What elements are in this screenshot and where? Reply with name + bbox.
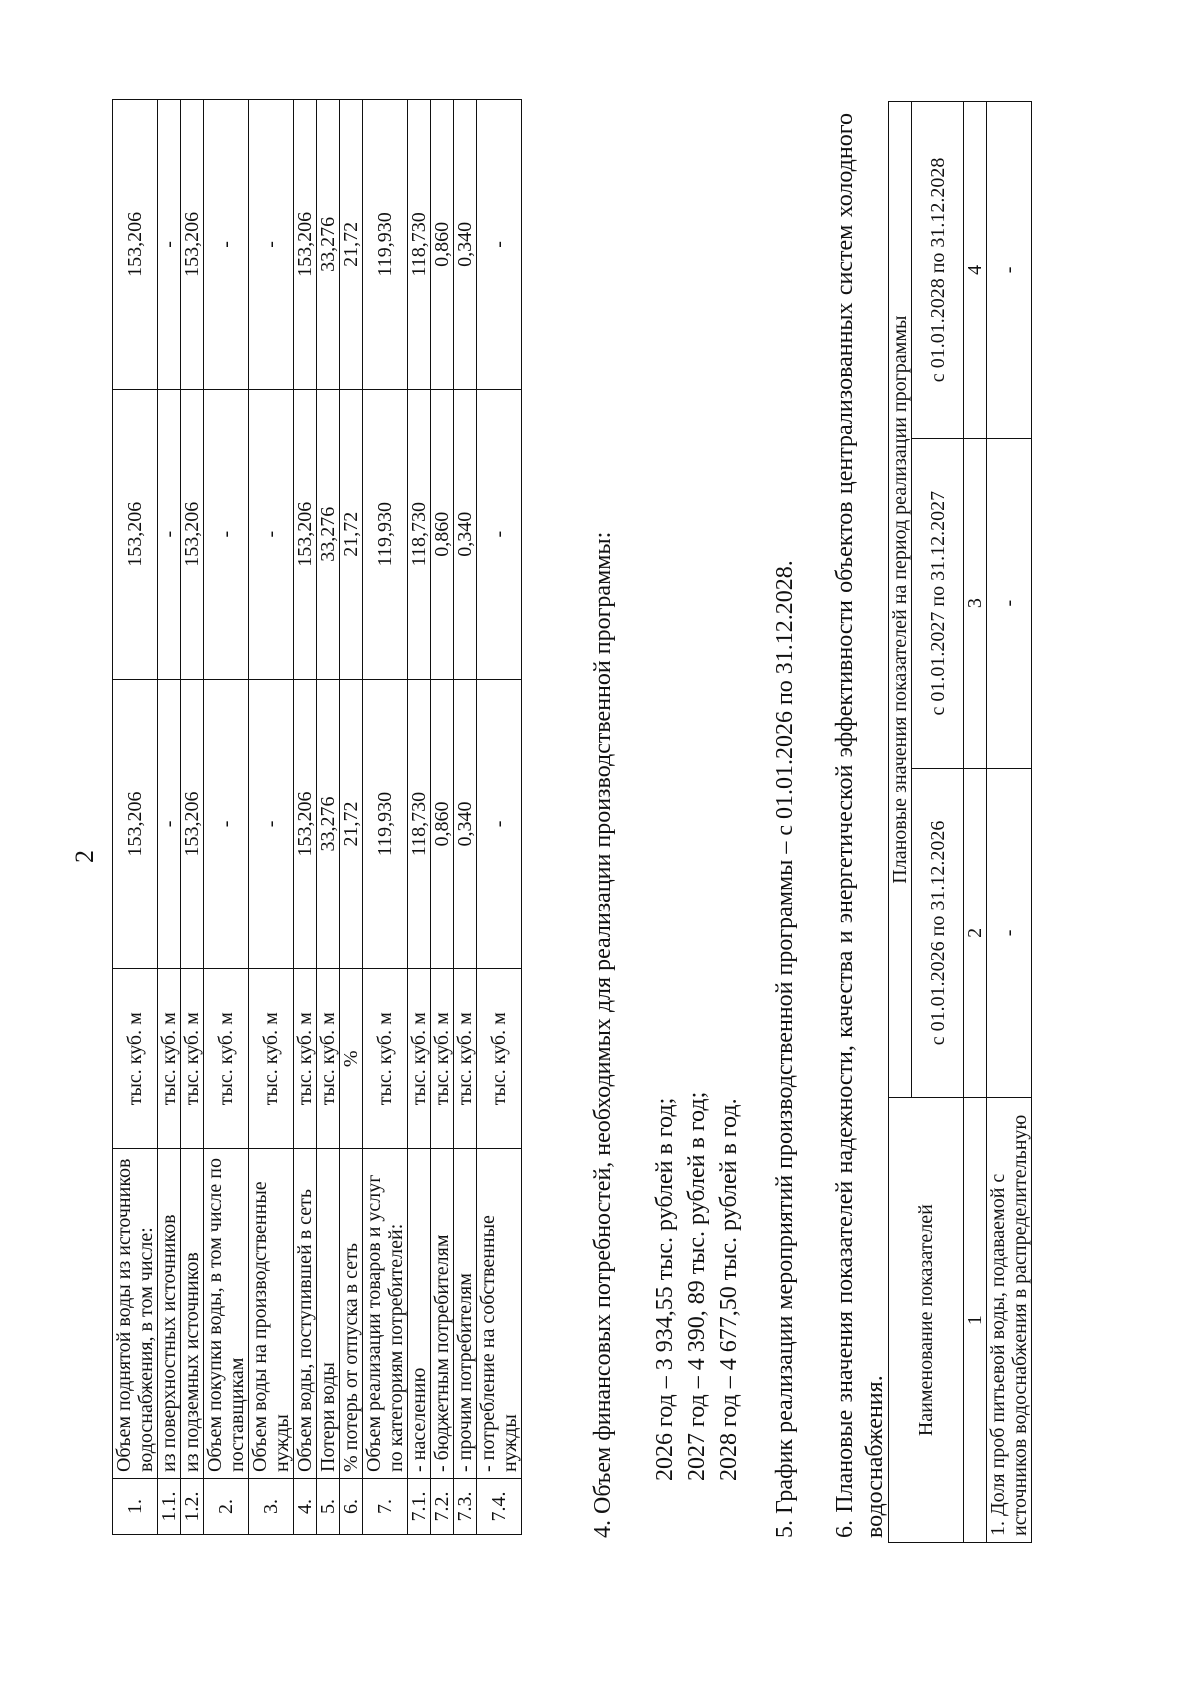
row-value-2027: 118,730 [408,389,431,679]
row-number: 4. [294,1479,317,1535]
table-row [249,100,294,1535]
table-row [454,100,477,1535]
row-unit: тыс. куб. м [363,969,408,1149]
row-value-2028: 33,276 [317,100,340,390]
plan-row [987,102,1032,1543]
row-name: - населению [408,1149,431,1479]
row-number: 6. [340,1479,363,1535]
table-row [294,100,317,1535]
table-row [363,100,408,1535]
table-row [477,100,522,1535]
plan-row-value-2028: - [987,102,1032,439]
row-unit: тыс. куб. м [454,969,477,1149]
colnum-2: 2 [964,768,987,1098]
water-balance-table-body [113,100,522,1535]
row-name: - прочим потребителям [454,1149,477,1479]
financing-2027: 2027 год – 4 390, 89 тыс. рублей в год; [684,1091,710,1481]
plan-row-value-2026: - [987,768,1032,1098]
row-unit: % [340,969,363,1149]
colnum-3: 3 [964,438,987,768]
row-value-2027: 0,340 [454,389,477,679]
table-row [317,100,340,1535]
row-value-2026: 119,930 [363,679,408,969]
row-number: 2. [204,1479,249,1535]
row-value-2027: 153,206 [294,389,317,679]
row-value-2028: 153,206 [294,100,317,390]
row-unit: тыс. куб. м [113,969,158,1149]
row-value-2026: 153,206 [294,679,317,969]
row-value-2026: 153,206 [113,679,158,969]
row-value-2028: 21,72 [340,100,363,390]
plan-header-row-1 [889,102,912,1543]
water-balance-table [112,99,522,1535]
row-name: Объем реализации товаров и услуг по категориям потребителей: [363,1149,408,1479]
section-5-text: 5. График реализации мероприятий производственной программы – с 01.01.2026 по 31.12.2028. [772,560,798,1538]
row-unit: тыс. куб. м [158,969,181,1149]
header-period-2028: с 01.01.2028 по 31.12.2028 [912,102,964,439]
row-unit: тыс. куб. м [477,969,522,1149]
row-value-2028: 119,930 [363,100,408,390]
row-value-2028: 0,340 [454,100,477,390]
header-indicator-name: Наименование показателей [889,1098,964,1543]
row-unit: тыс. куб. м [317,969,340,1149]
row-unit: тыс. куб. м [181,969,204,1149]
financing-2028: 2028 год – 4 677,50 тыс. рублей в год. [716,1098,742,1481]
row-name: Объем покупки воды, в том числе по поставщикам [204,1149,249,1479]
row-number: 3. [249,1479,294,1535]
row-value-2027: 153,206 [113,389,158,679]
row-value-2026: 0,340 [454,679,477,969]
row-name: из подземных источников [181,1149,204,1479]
row-value-2028: - [477,100,522,390]
section-6-text: 6. Плановые значения показателей надежности, качества и энергетической эффективности объектов централизованных систем холодного водоснабжения. [832,113,888,1538]
header-planned-values: Плановые значения показателей на период реализации программы [889,102,912,1098]
header-period-2027: с 01.01.2027 по 31.12.2027 [912,438,964,768]
row-value-2028: 0,860 [431,100,454,390]
row-value-2027: - [249,389,294,679]
row-value-2026: 0,860 [431,679,454,969]
row-name: % потерь от отпуска в сеть [340,1149,363,1479]
row-value-2027: 33,276 [317,389,340,679]
row-unit: тыс. куб. м [249,969,294,1149]
row-value-2026: - [204,679,249,969]
row-value-2028: 153,206 [181,100,204,390]
row-name: - потребление на собственные нужды [477,1149,522,1479]
financing-2026: 2026 год – 3 934,55 тыс. рублей в год; [652,1097,678,1481]
row-unit: тыс. куб. м [294,969,317,1149]
plan-indicators-table [888,101,1032,1543]
table-row [408,100,431,1535]
row-name: Объем воды на производственные нужды [249,1149,294,1479]
row-name: Объем воды, поступившей в сеть [294,1149,317,1479]
row-value-2027: 0,860 [431,389,454,679]
row-number: 7.2. [431,1479,454,1535]
row-number: 1.1. [158,1479,181,1535]
row-value-2026: 118,730 [408,679,431,969]
row-name: Объем поднятой воды из источников водоснабжения, в том числе: [113,1149,158,1479]
header-period-2026: с 01.01.2026 по 31.12.2026 [912,768,964,1098]
plan-colnum-row [964,102,987,1543]
page-number: 2 [70,850,99,863]
table-row [158,100,181,1535]
plan-row-value-2027: - [987,438,1032,768]
table-row [181,100,204,1535]
row-number: 7. [363,1479,408,1535]
row-value-2027: 153,206 [181,389,204,679]
colnum-4: 4 [964,102,987,439]
row-value-2027: - [204,389,249,679]
table-row [113,100,158,1535]
row-number: 7.4. [477,1479,522,1535]
row-value-2028: 153,206 [113,100,158,390]
section-4-heading: 4. Объем финансовых потребностей, необходимых для реализации производственной программы: [590,531,616,1538]
row-number: 5. [317,1479,340,1535]
row-value-2026: - [158,679,181,969]
row-number: 1. [113,1479,158,1535]
plan-row-name: 1. Доля проб питьевой воды, подаваемой с источников водоснабжения в распределительную [987,1098,1032,1543]
row-value-2027: - [158,389,181,679]
row-name: из поверхностных источников [158,1149,181,1479]
row-value-2027: 21,72 [340,389,363,679]
row-value-2026: 33,276 [317,679,340,969]
row-value-2026: 153,206 [181,679,204,969]
row-unit: тыс. куб. м [431,969,454,1149]
row-value-2026: - [477,679,522,969]
row-value-2027: 119,930 [363,389,408,679]
row-value-2028: - [204,100,249,390]
row-number: 7.3. [454,1479,477,1535]
row-value-2026: 21,72 [340,679,363,969]
row-unit: тыс. куб. м [408,969,431,1149]
row-value-2026: - [249,679,294,969]
row-unit: тыс. куб. м [204,969,249,1149]
row-value-2028: - [249,100,294,390]
row-number: 7.1. [408,1479,431,1535]
colnum-1: 1 [964,1098,987,1543]
table-row [340,100,363,1535]
row-value-2028: - [158,100,181,390]
row-name: Потери воды [317,1149,340,1479]
table-row [431,100,454,1535]
row-value-2027: - [477,389,522,679]
row-name: - бюджетным потребителям [431,1149,454,1479]
table-row [204,100,249,1535]
row-number: 1.2. [181,1479,204,1535]
row-value-2028: 118,730 [408,100,431,390]
